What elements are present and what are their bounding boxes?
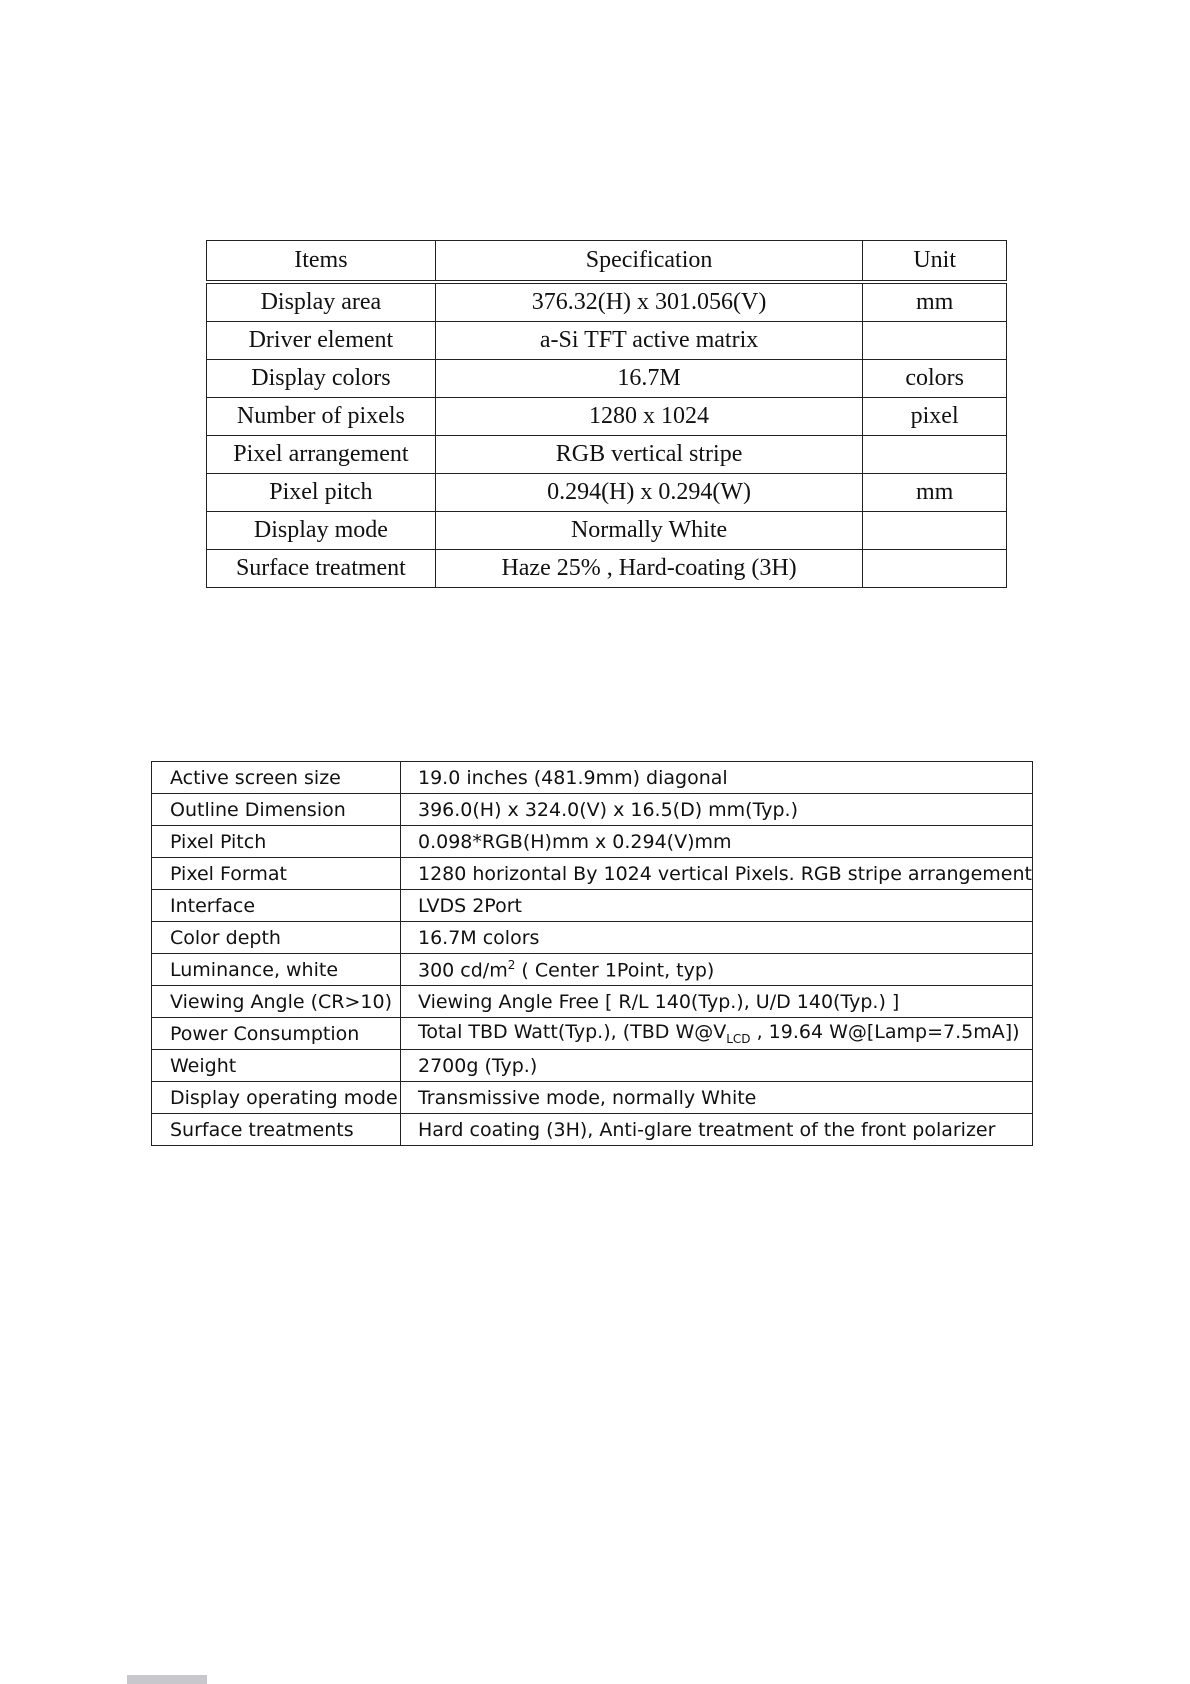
luminance-value: 300 cd/m [417,959,508,982]
power-note: , 19.64 W@[Lamp=7.5mA]) [750,1021,1020,1044]
unit-cell [863,512,1007,550]
feature-value: LVDS 2Port [400,890,1032,922]
table-row [152,794,1033,826]
feature-value: 19.0 inches (481.9mm) diagonal [400,762,1032,794]
table-row [207,474,1007,512]
table-row [207,436,1007,474]
spec-cell: Normally White [435,512,863,550]
unit-cell: mm [863,474,1007,512]
item-cell: Display colors [207,360,436,398]
spec-table [206,240,1007,588]
feature-label: Active screen size [152,762,401,794]
spec-cell: a-Si TFT active matrix [435,322,863,360]
table-row [152,762,1033,794]
luminance-note: ( Center 1Point, typ) [515,959,715,982]
unit-cell: pixel [863,398,1007,436]
feature-label: Interface [152,890,401,922]
table-row [152,1050,1033,1082]
item-cell: Number of pixels [207,398,436,436]
feature-value: Viewing Angle Free [ R/L 140(Typ.), U/D 140(Typ.) ] [400,986,1032,1018]
item-cell: Surface treatment [207,550,436,588]
feature-label: Surface treatments [152,1114,401,1146]
table-row [152,890,1033,922]
header-items: Items [207,241,436,283]
table-row [207,360,1007,398]
table-row [152,1114,1033,1146]
feature-label: Viewing Angle (CR>10) [152,986,401,1018]
feature-value: 396.0(H) x 324.0(V) x 16.5(D) mm(Typ.) [400,794,1032,826]
feature-label: Pixel Format [152,858,401,890]
table-row [207,512,1007,550]
item-cell: Display area [207,282,436,322]
feature-label: Display operating mode [152,1082,401,1114]
table-row [152,826,1033,858]
table-row [152,858,1033,890]
feature-label: Weight [152,1050,401,1082]
feature-label: Outline Dimension [152,794,401,826]
spec-cell: Haze 25% , Hard-coating (3H) [435,550,863,588]
footer-bar [127,1675,207,1684]
feature-value: 0.098*RGB(H)mm x 0.294(V)mm [400,826,1032,858]
item-cell: Pixel pitch [207,474,436,512]
table-row [152,1018,1033,1050]
table-row [152,922,1033,954]
item-cell: Pixel arrangement [207,436,436,474]
spec-cell: 1280 x 1024 [435,398,863,436]
table-row [207,322,1007,360]
unit-cell [863,550,1007,588]
unit-cell: colors [863,360,1007,398]
spec-cell: 16.7M [435,360,863,398]
feature-value [400,954,1032,986]
subscript-lcd: LCD [726,1031,751,1046]
header-unit: Unit [863,241,1007,283]
table-row [207,398,1007,436]
table-row [152,1082,1033,1114]
superscript-2: 2 [507,957,516,972]
table-row [152,986,1033,1018]
feature-label: Pixel Pitch [152,826,401,858]
table-row [207,550,1007,588]
feature-label: Color depth [152,922,401,954]
power-value: Total TBD Watt(Typ.), (TBD W@V [417,1021,727,1044]
item-cell: Display mode [207,512,436,550]
feature-table [151,761,1033,1146]
table-row [207,282,1007,322]
header-specification: Specification [435,241,863,283]
feature-value: 16.7M colors [400,922,1032,954]
unit-cell: mm [863,282,1007,322]
feature-label: Power Consumption [152,1018,401,1050]
spec-cell: 376.32(H) x 301.056(V) [435,282,863,322]
feature-value [400,1018,1032,1050]
feature-value: 2700g (Typ.) [400,1050,1032,1082]
unit-cell [863,322,1007,360]
item-cell: Driver element [207,322,436,360]
feature-value: Transmissive mode, normally White [400,1082,1032,1114]
feature-value: 1280 horizontal By 1024 vertical Pixels. RGB stripe arrangement [400,858,1032,890]
unit-cell [863,436,1007,474]
spec-cell: 0.294(H) x 0.294(W) [435,474,863,512]
feature-label: Luminance, white [152,954,401,986]
spec-table-header [207,241,1007,283]
table-row [152,954,1033,986]
feature-value: Hard coating (3H), Anti-glare treatment of the front polarizer [400,1114,1032,1146]
spec-cell: RGB vertical stripe [435,436,863,474]
